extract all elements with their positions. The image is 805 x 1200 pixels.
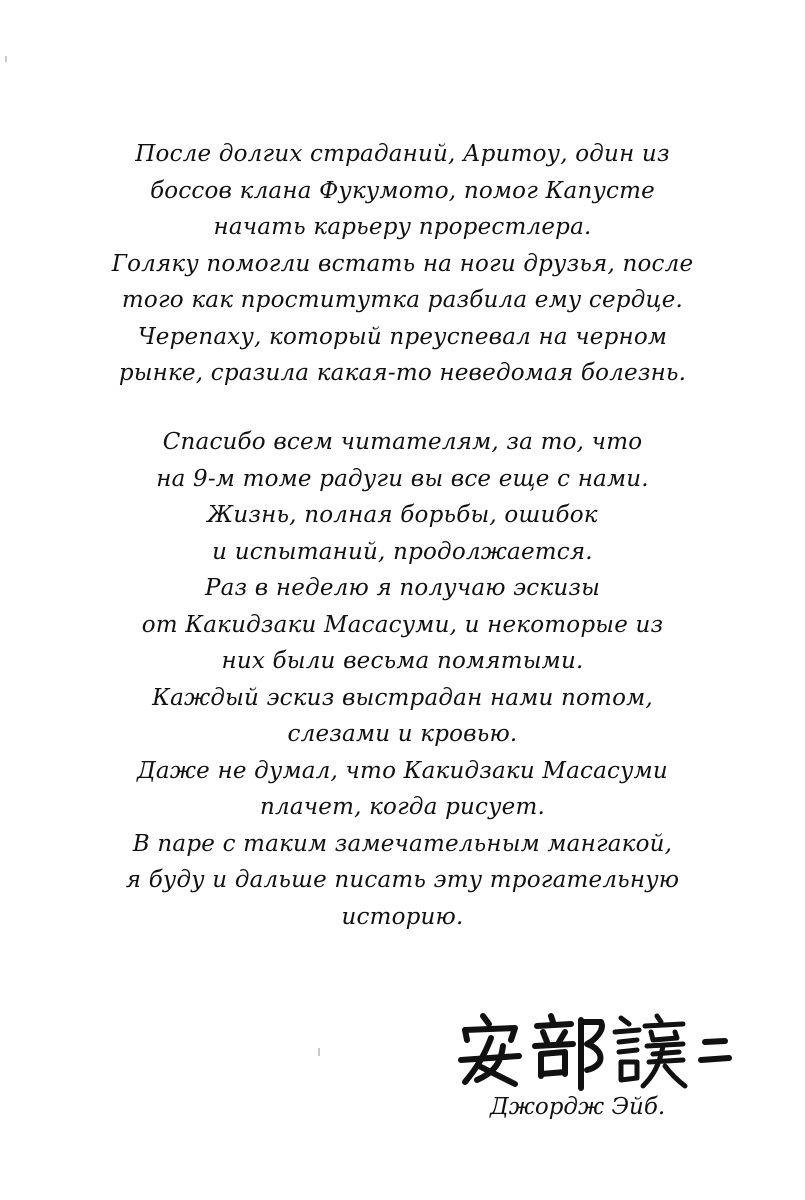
text-line: боссов клана Фукумото, помог Капусте: [150, 177, 655, 204]
text-line: Жизнь, полная борьбы, ошибок: [207, 502, 598, 528]
text-line: После долгих страданий, Аритоу, один из: [135, 141, 670, 167]
text-line: Раз в неделю я получаю эскизы: [204, 575, 601, 601]
text-line: от Какидзаки Масасуми, и некоторые из: [141, 611, 664, 638]
text-line: Спасибо всем читателям, за то, что: [162, 429, 643, 455]
text-line: историю.: [341, 903, 464, 930]
afterword-paragraph-1: [110, 136, 695, 392]
text-line: В паре с таким замечательным мангакой,: [132, 830, 673, 857]
afterword-paragraph-2: [110, 424, 695, 935]
text-line: я буду и дальше писать эту трогательную: [125, 867, 680, 893]
text-line: на 9-м томе радуги вы все еще с нами.: [156, 465, 649, 492]
kanji-signature-image: [455, 1010, 735, 1092]
kanji-signature: [455, 1010, 735, 1092]
text-line: начать карьеру прорестлера.: [213, 214, 592, 240]
scan-speck: [5, 56, 7, 62]
kanji-glyph: [461, 1016, 519, 1084]
kanji-glyph: [615, 1016, 685, 1086]
text-line: и испытаний, продолжается.: [212, 538, 593, 565]
kanji-glyph: [701, 1041, 729, 1060]
text-line: рынке, сразила какая-то неведомая болезнь.: [118, 360, 687, 386]
kanji-glyph: [535, 1016, 602, 1088]
text-line: Каждый эскиз выстрадан нами потом,: [152, 684, 653, 711]
text-line: слезами и кровью.: [287, 721, 518, 747]
signature-name: Джордж Эйб.: [490, 1094, 666, 1120]
text-line: них были весьма помятыми.: [221, 648, 584, 674]
text-line: того как проститутка разбила ему сердце.: [121, 287, 684, 313]
text-line: плачет, когда рисует.: [259, 794, 546, 820]
text-line: Голяку помогли встать на ноги друзья, после: [111, 250, 694, 277]
scan-speck: [318, 1048, 320, 1056]
text-line: Даже не думал, что Какидзаки Масасуми: [137, 757, 668, 784]
text-line: Черепаху, который преуспевал на черном: [137, 323, 668, 350]
